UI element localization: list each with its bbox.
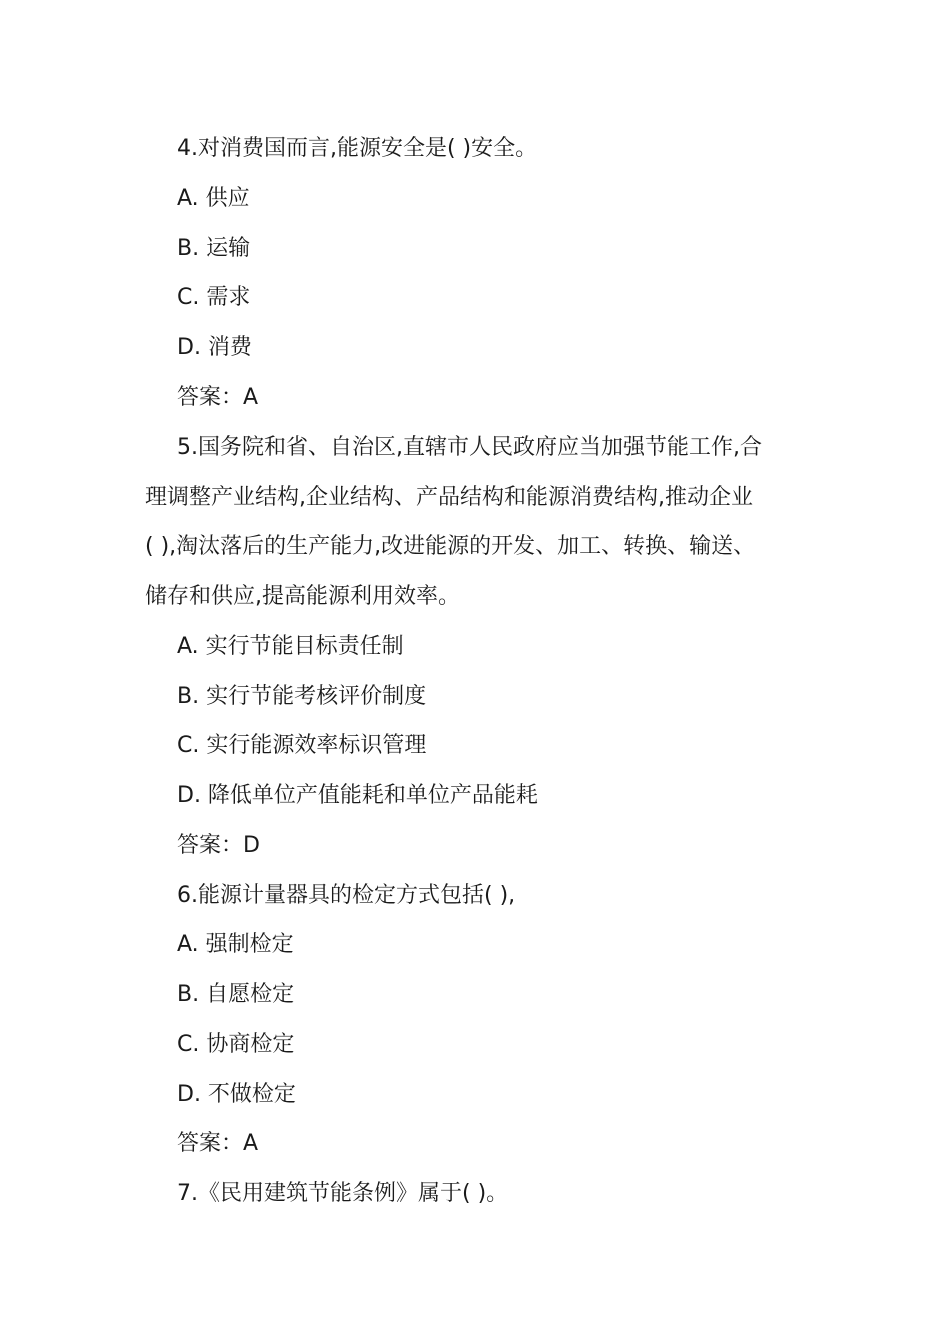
question-5-text-line-3: ( ),淘汰落后的生产能力,改进能源的开发、加工、转换、输送、 (145, 534, 756, 559)
question-6-option-a: A. 强制检定 (177, 932, 294, 957)
question-4-option-a: A. 供应 (177, 186, 250, 211)
question-5-option-d: D. 降低单位产值能耗和单位产品能耗 (177, 783, 538, 808)
question-4-option-b: B. 运输 (177, 236, 251, 261)
question-5-option-a: A. 实行节能目标责任制 (177, 634, 404, 659)
question-5-answer: 答案：D (177, 833, 260, 858)
question-4-option-d: D. 消费 (177, 335, 252, 360)
question-6-text: 6.能源计量器具的检定方式包括( ), (177, 883, 516, 908)
question-4-text: 4.对消费国而言,能源安全是( )安全。 (177, 136, 538, 161)
question-6-option-c: C. 协商检定 (177, 1032, 295, 1057)
question-6-option-b: B. 自愿检定 (177, 982, 295, 1007)
question-6-option-d: D. 不做检定 (177, 1082, 296, 1107)
question-6-answer: 答案：A (177, 1131, 259, 1156)
question-5-text-line-1: 5.国务院和省、自治区,直辖市人民政府应当加强节能工作,合 (177, 435, 762, 460)
question-5-text-line-2: 理调整产业结构,企业结构、产品结构和能源消费结构,推动企业 (145, 485, 753, 510)
question-5-option-c: C. 实行能源效率标识管理 (177, 733, 427, 758)
question-4-answer: 答案：A (177, 385, 259, 410)
question-5-text-line-4: 储存和供应,提高能源利用效率。 (145, 584, 460, 609)
question-5-option-b: B. 实行节能考核评价制度 (177, 684, 427, 709)
question-4-option-c: C. 需求 (177, 285, 251, 310)
question-7-text: 7.《民用建筑节能条例》属于( )。 (177, 1181, 509, 1206)
